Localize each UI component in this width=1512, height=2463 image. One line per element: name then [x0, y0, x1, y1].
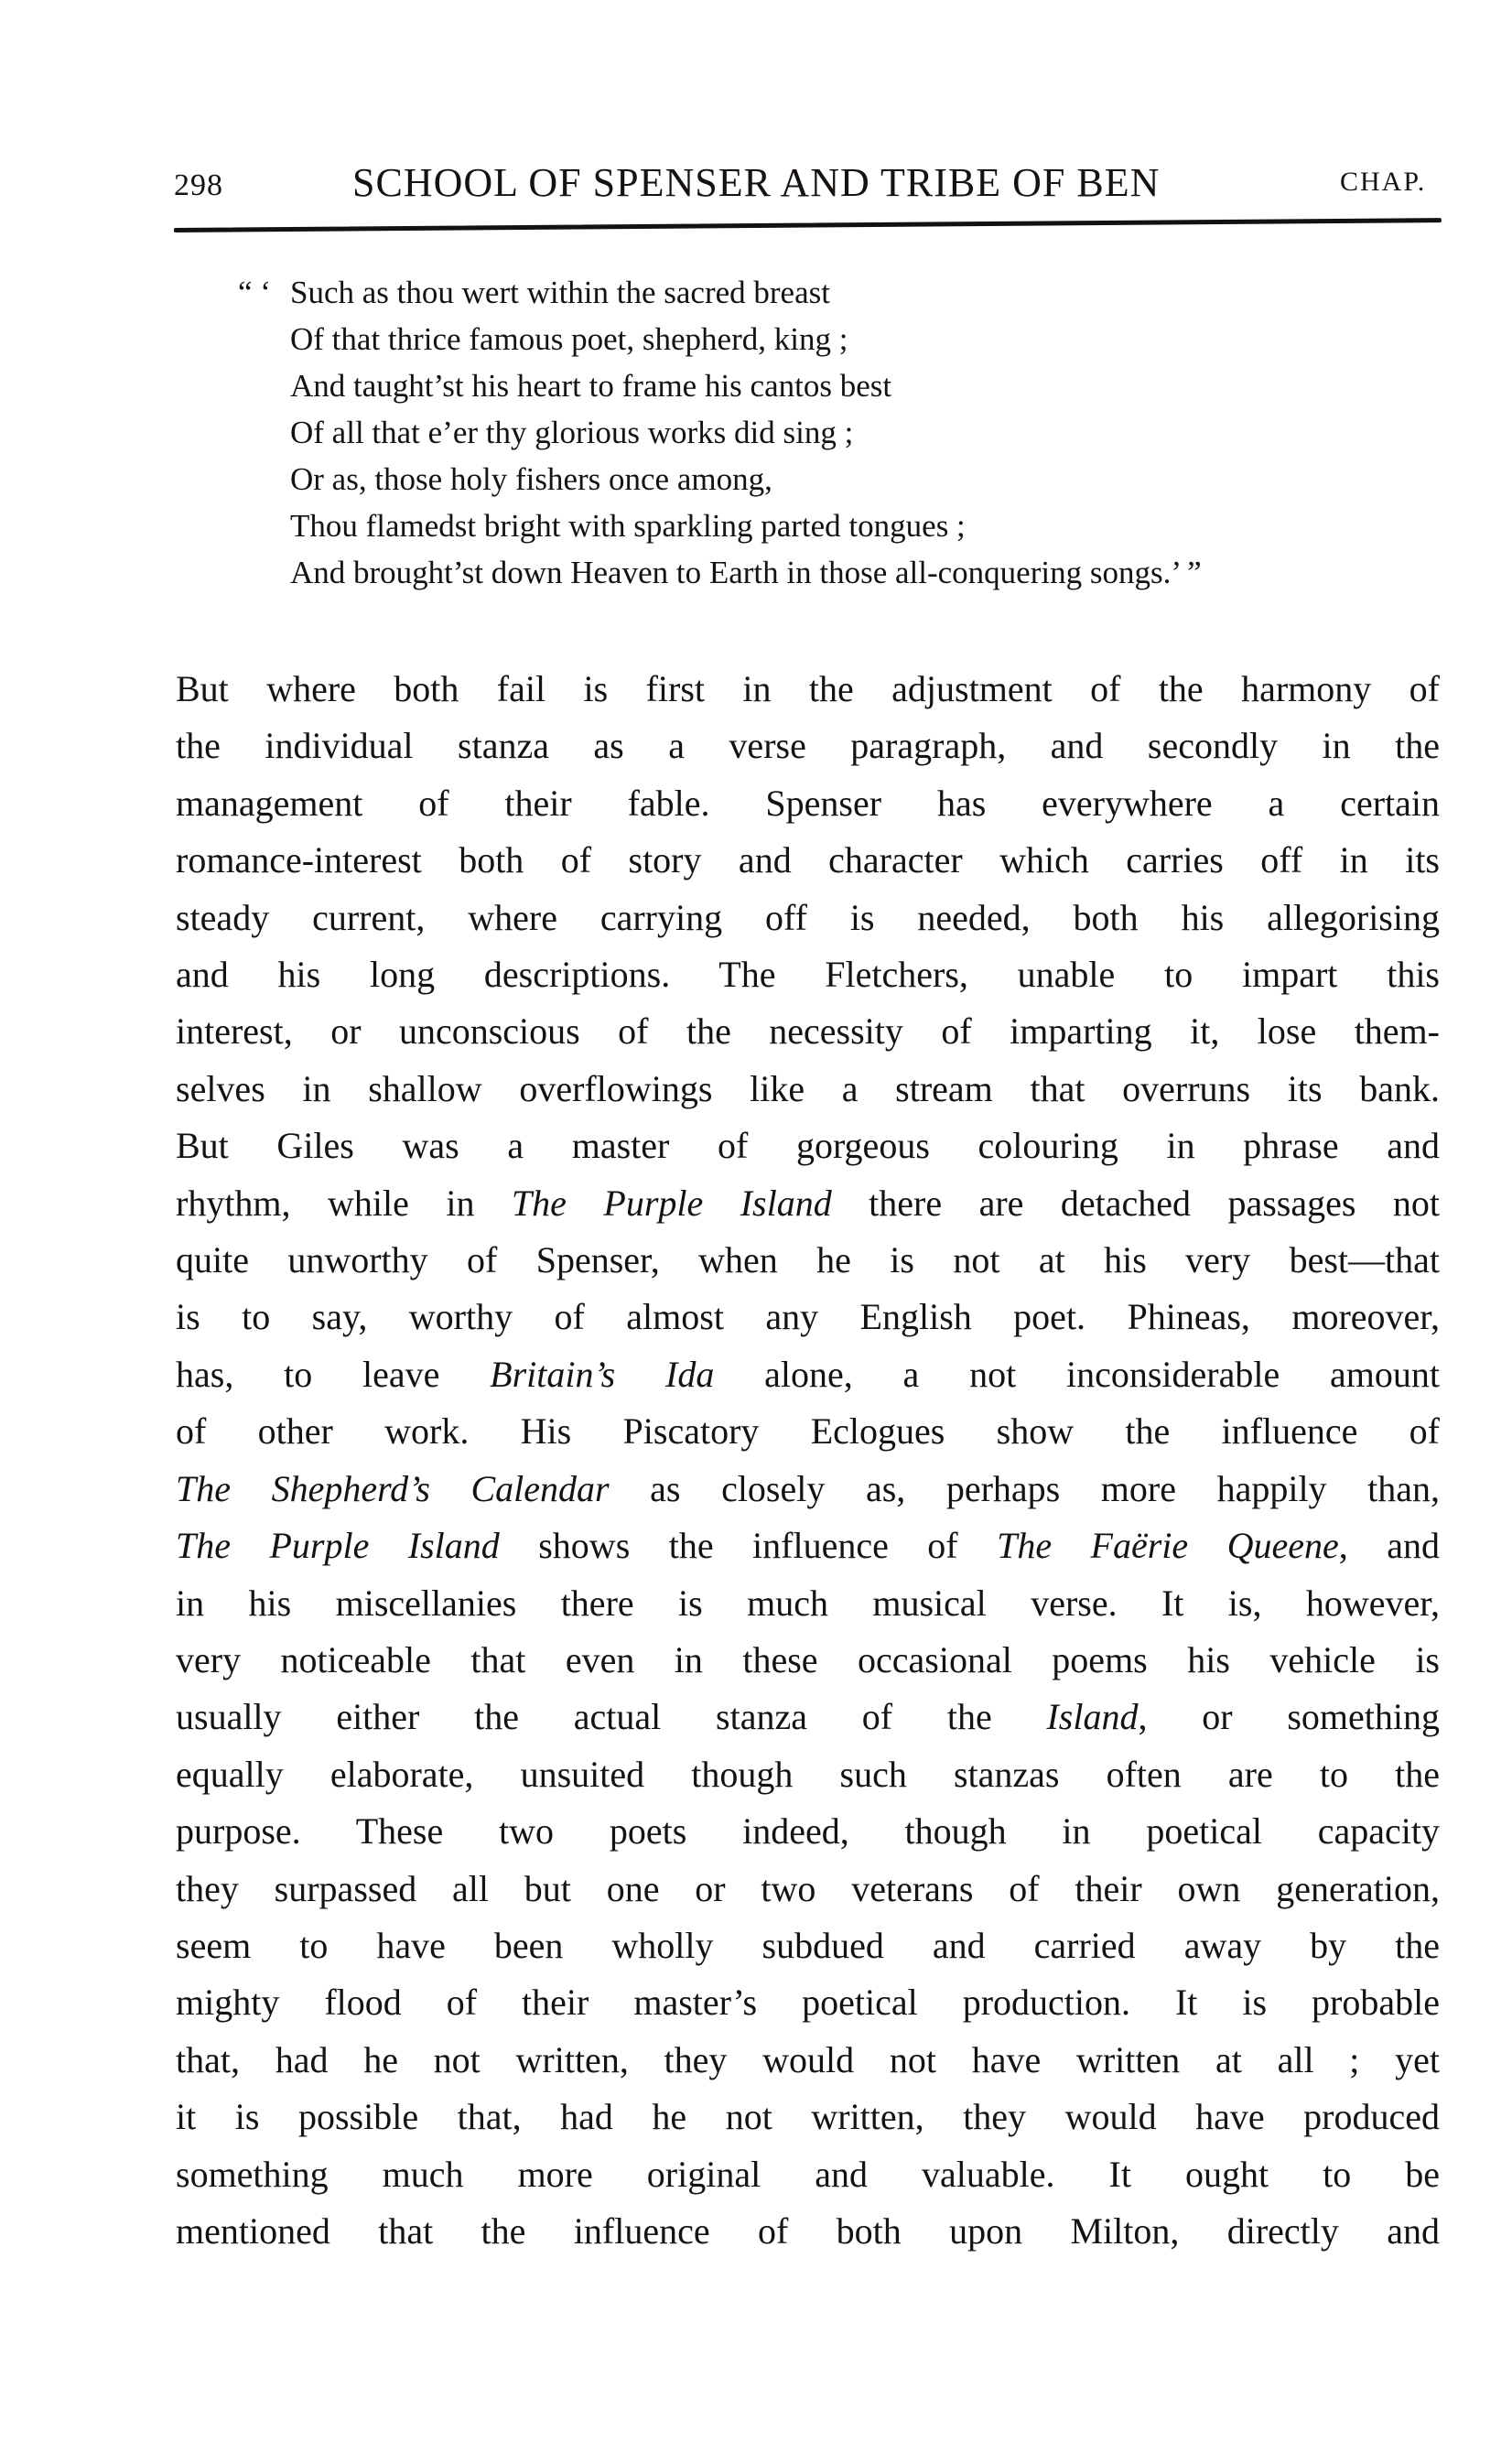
body-text-line — [176, 2146, 1440, 2203]
italic-book-title: The Faërie Queene — [997, 1525, 1339, 1567]
body-text-line — [176, 1003, 1440, 1060]
body-text-line — [176, 2089, 1440, 2145]
body-text-line — [176, 718, 1440, 774]
poem-line: And brought’st down Heaven to Earth in those all-conquering songs.’ ” — [290, 555, 1202, 590]
chapter-label: CHAP. — [1340, 167, 1427, 197]
body-text-line — [176, 2203, 1440, 2260]
body-text-line — [176, 832, 1440, 889]
page-number: 298 — [174, 168, 223, 202]
text-segment: seem to have been wholly subdued and carried away by the — [176, 1924, 1440, 1966]
text-segment: But Giles was a master of gorgeous colouring in phrase and — [176, 1125, 1440, 1167]
text-segment: purpose. These two poets indeed, though in poetical capacity — [176, 1810, 1440, 1853]
poem-line: Thou flamedst bright with sparkling parted tongues ; — [290, 508, 966, 544]
text-segment: there are detached passages not — [831, 1182, 1440, 1224]
poem-line: Or as, those holy fishers once among, — [290, 461, 772, 497]
text-segment: and his long descriptions. The Fletchers, unable to impart this — [176, 954, 1440, 996]
text-segment: they surpassed all but one or two veterans of their own generation, — [176, 1867, 1440, 1909]
body-text-line — [176, 1861, 1440, 1917]
text-segment: selves in shallow overflowings like a stream that overruns its bank. — [176, 1067, 1440, 1109]
text-segment: mighty flood of their master’s poetical production. It is probable — [176, 1982, 1440, 2024]
body-text-line — [176, 890, 1440, 946]
text-segment: usually either the actual stanza of the — [176, 1696, 1047, 1738]
opening-quote-marks: “ ‘ — [238, 275, 271, 310]
poem-line: Of all that e’er thy glorious works did sing ; — [290, 415, 854, 450]
italic-book-title: Britain’s Ida — [490, 1353, 715, 1395]
text-segment: romance-interest both of story and character which carries off in its — [176, 839, 1440, 881]
italic-book-title: Island — [1046, 1696, 1139, 1738]
body-text-line — [176, 1803, 1440, 1860]
italic-book-title: The Shepherd’s Calendar — [176, 1467, 610, 1509]
text-segment: , or something — [1138, 1696, 1440, 1738]
body-text-line — [176, 1575, 1440, 1632]
body-text-line — [176, 775, 1440, 832]
poem-line: Of that thrice famous poet, shepherd, king ; — [290, 321, 848, 357]
text-segment: is to say, worthy of almost any English poet. Phineas, moreover, — [176, 1296, 1440, 1338]
body-text-line — [176, 1061, 1440, 1118]
text-segment: management of their fable. Spenser has everywhere a certain — [176, 782, 1440, 824]
text-segment: of other work. His Piscatory Eclogues show the influence of — [176, 1410, 1440, 1453]
body-text-line — [176, 1974, 1440, 2031]
body-text-line — [176, 1461, 1440, 1518]
body-text-line — [176, 946, 1440, 1003]
poem-line: And taught’st his heart to frame his cantos best — [290, 368, 892, 404]
body-text-line — [176, 1232, 1440, 1289]
body-text-line — [176, 1289, 1440, 1345]
text-segment: interest, or unconscious of the necessity of imparting it, lose them- — [176, 1010, 1440, 1053]
body-text-line — [176, 1118, 1440, 1174]
italic-book-title: The Purple Island — [176, 1525, 500, 1567]
text-segment: shows the influence of — [499, 1525, 998, 1567]
text-segment: something much more original and valuable. It ought to be — [176, 2153, 1440, 2195]
italic-book-title: The Purple Island — [511, 1182, 832, 1224]
text-segment: the individual stanza as a verse paragraph, and secondly in the — [176, 725, 1440, 767]
body-text-line — [176, 1632, 1440, 1689]
header-rule — [174, 218, 1442, 232]
text-segment: rhythm, while in — [176, 1182, 512, 1224]
text-segment: it is possible that, had he not written, they would have produced — [176, 2096, 1440, 2138]
body-text-line — [176, 1689, 1440, 1745]
body-text-line — [176, 1518, 1440, 1574]
text-segment: very noticeable that even in these occasional poems his vehicle is — [176, 1638, 1440, 1680]
poem-quotation-block — [238, 269, 1202, 596]
running-title: SCHOOL OF SPENSER AND TRIBE OF BEN — [352, 160, 1161, 205]
body-text-line — [176, 1746, 1440, 1803]
text-segment: But where both fail is first in the adjustment of the harmony of — [176, 668, 1440, 709]
text-segment: quite unworthy of Spenser, when he is not at his very best—that — [176, 1239, 1440, 1281]
text-segment: , and — [1338, 1525, 1440, 1567]
text-segment: as closely as, perhaps more happily than, — [609, 1467, 1440, 1509]
body-text-line — [176, 1917, 1440, 1974]
body-text-line — [176, 1175, 1440, 1232]
text-segment: mentioned that the influence of both upon Milton, directly and — [176, 2209, 1440, 2252]
body-paragraph — [176, 661, 1440, 2260]
text-segment: has, to leave — [176, 1353, 491, 1395]
text-segment: alone, a not inconsiderable amount — [714, 1353, 1440, 1395]
body-text-line — [176, 1346, 1440, 1403]
body-text-line — [176, 2032, 1440, 2089]
body-text-line — [176, 1403, 1440, 1460]
text-segment: equally elaborate, unsuited though such stanzas often are to the — [176, 1753, 1440, 1795]
poem-line: “ ‘ Such as thou wert within the sacred breast — [290, 269, 1202, 316]
body-text-line — [176, 661, 1440, 718]
text-segment: in his miscellanies there is much musical verse. It is, however, — [176, 1582, 1440, 1624]
text-segment: steady current, where carrying off is needed, both his allegorising — [176, 896, 1440, 938]
text-segment: that, had he not written, they would not have written at all ; yet — [176, 2038, 1440, 2080]
